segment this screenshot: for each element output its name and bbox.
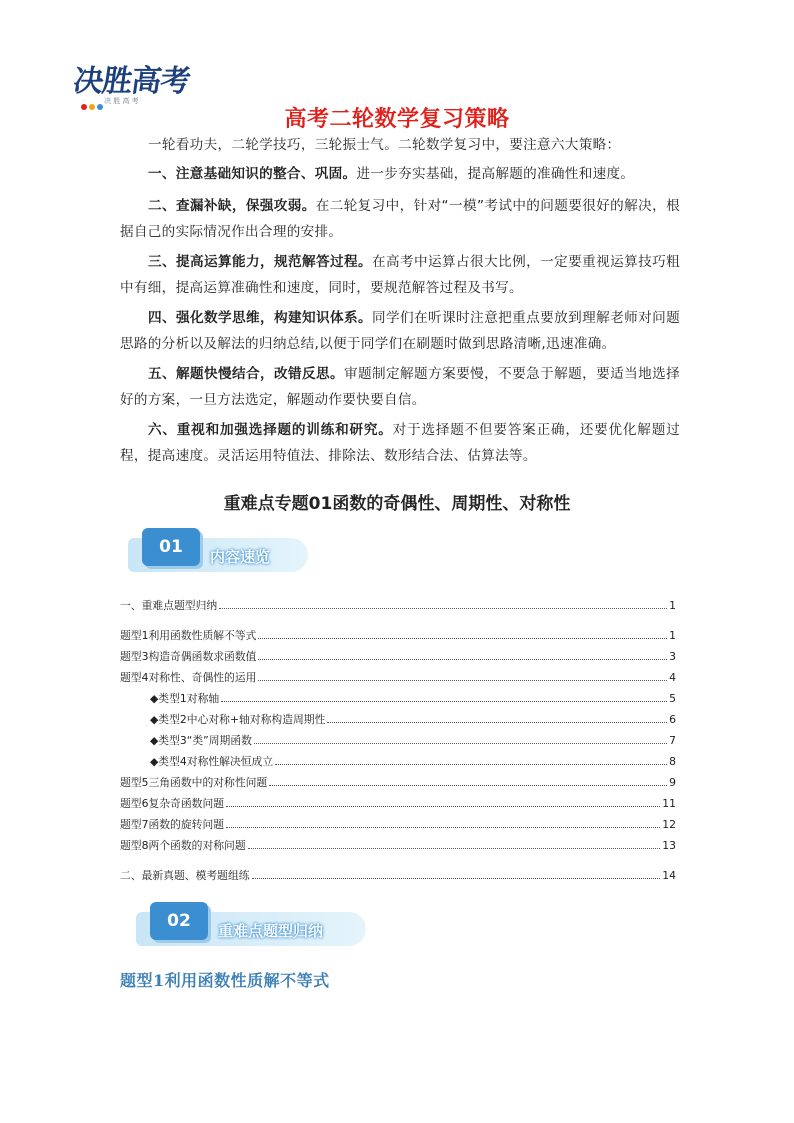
- topic-title: 重难点专题01函数的奇偶性、周期性、对称性: [223, 494, 571, 514]
- toc-item[interactable]: 题型1利用函数性质解不等式 1: [120, 629, 676, 642]
- logo-sub-text: 决 胜 高 考: [104, 97, 139, 105]
- logo-brand-text: 决胜高考: [71, 64, 192, 99]
- toc-item[interactable]: 题型5三角函数中的对称性问题 9: [120, 776, 676, 789]
- toc-item[interactable]: ◆类型2中心对称+轴对称构造周期性 6: [150, 713, 676, 726]
- toc-item[interactable]: 题型3构造奇偶函数求函数值 3: [120, 650, 676, 663]
- toc-item[interactable]: 题型8两个函数的对称问题 13: [120, 839, 676, 852]
- toc-item[interactable]: ◆类型3“类”周期函数 7: [150, 734, 676, 747]
- section-banner-contents: [128, 528, 308, 572]
- toc-item[interactable]: ◆类型1对称轴 5: [150, 692, 676, 705]
- toc-item[interactable]: ◆类型4对称性解决恒成立 8: [150, 755, 676, 768]
- strategy-paragraph-2: 二、查漏补缺，保强攻弱。在二轮复习中，针对“一模”考试中的问题要很好的解决，根据自己的实际情况作出合理的安排。: [120, 198, 680, 240]
- toc-item[interactable]: 题型6复杂奇函数问题 11: [120, 797, 676, 810]
- toc-item[interactable]: 题型7函数的旋转问题 12: [120, 818, 676, 831]
- strategy-paragraph-3: 三、提高运算能力，规范解答过程。在高考中运算占很大比例，一定要重视运算技巧粗中有细，提高运算准确性和速度，同时，要规范解答过程及书写。: [120, 254, 680, 296]
- section-banner-types: [136, 902, 366, 946]
- strategy-paragraph-5: 五、解题快慢结合，改错反思。审题制定解题方案要慢，不要急于解题，要适当地选择好的方案，一旦方法选定，解题动作要快要自信。: [120, 366, 681, 408]
- toc-item[interactable]: 一、重难点题型归纳 1: [120, 599, 676, 612]
- intro-paragraph: 一轮看功夫，二轮学技巧，三轮振士气。二轮数学复习中，要注意六大策略：: [148, 137, 621, 153]
- strategy-paragraph-4: 四、强化数学思维，构建知识体系。同学们在听课时注意把重点要放到理解老师对问题思路的分析以及解法的归纳总结,以便于同学们在刷题时做到思路清晰,迅速准确。: [120, 310, 680, 352]
- toc-item[interactable]: 二、最新真题、模考题组练 14: [120, 869, 676, 882]
- banner-label: 内容速览: [210, 548, 271, 566]
- toc-item[interactable]: 题型4对称性、奇偶性的运用 4: [120, 671, 676, 684]
- banner-number-badge: 01: [142, 528, 200, 566]
- banner-number-badge: 02: [150, 902, 208, 940]
- page-title: 高考二轮数学复习策略: [284, 107, 510, 132]
- subsection-title: 题型1利用函数性质解不等式: [120, 971, 330, 990]
- strategy-paragraph-1: 一、注意基础知识的整合、巩固。进一步夯实基础，提高解题的准确性和速度。: [148, 166, 635, 182]
- strategy-paragraph-6: 六、重视和加强选择题的训练和研究。对于选择题不但要答案正确，还要优化解题过程，提高速度。灵活运用特值法、排除法、数形结合法、估算法等。: [120, 422, 680, 464]
- banner-label: 重难点题型归纳: [218, 922, 324, 940]
